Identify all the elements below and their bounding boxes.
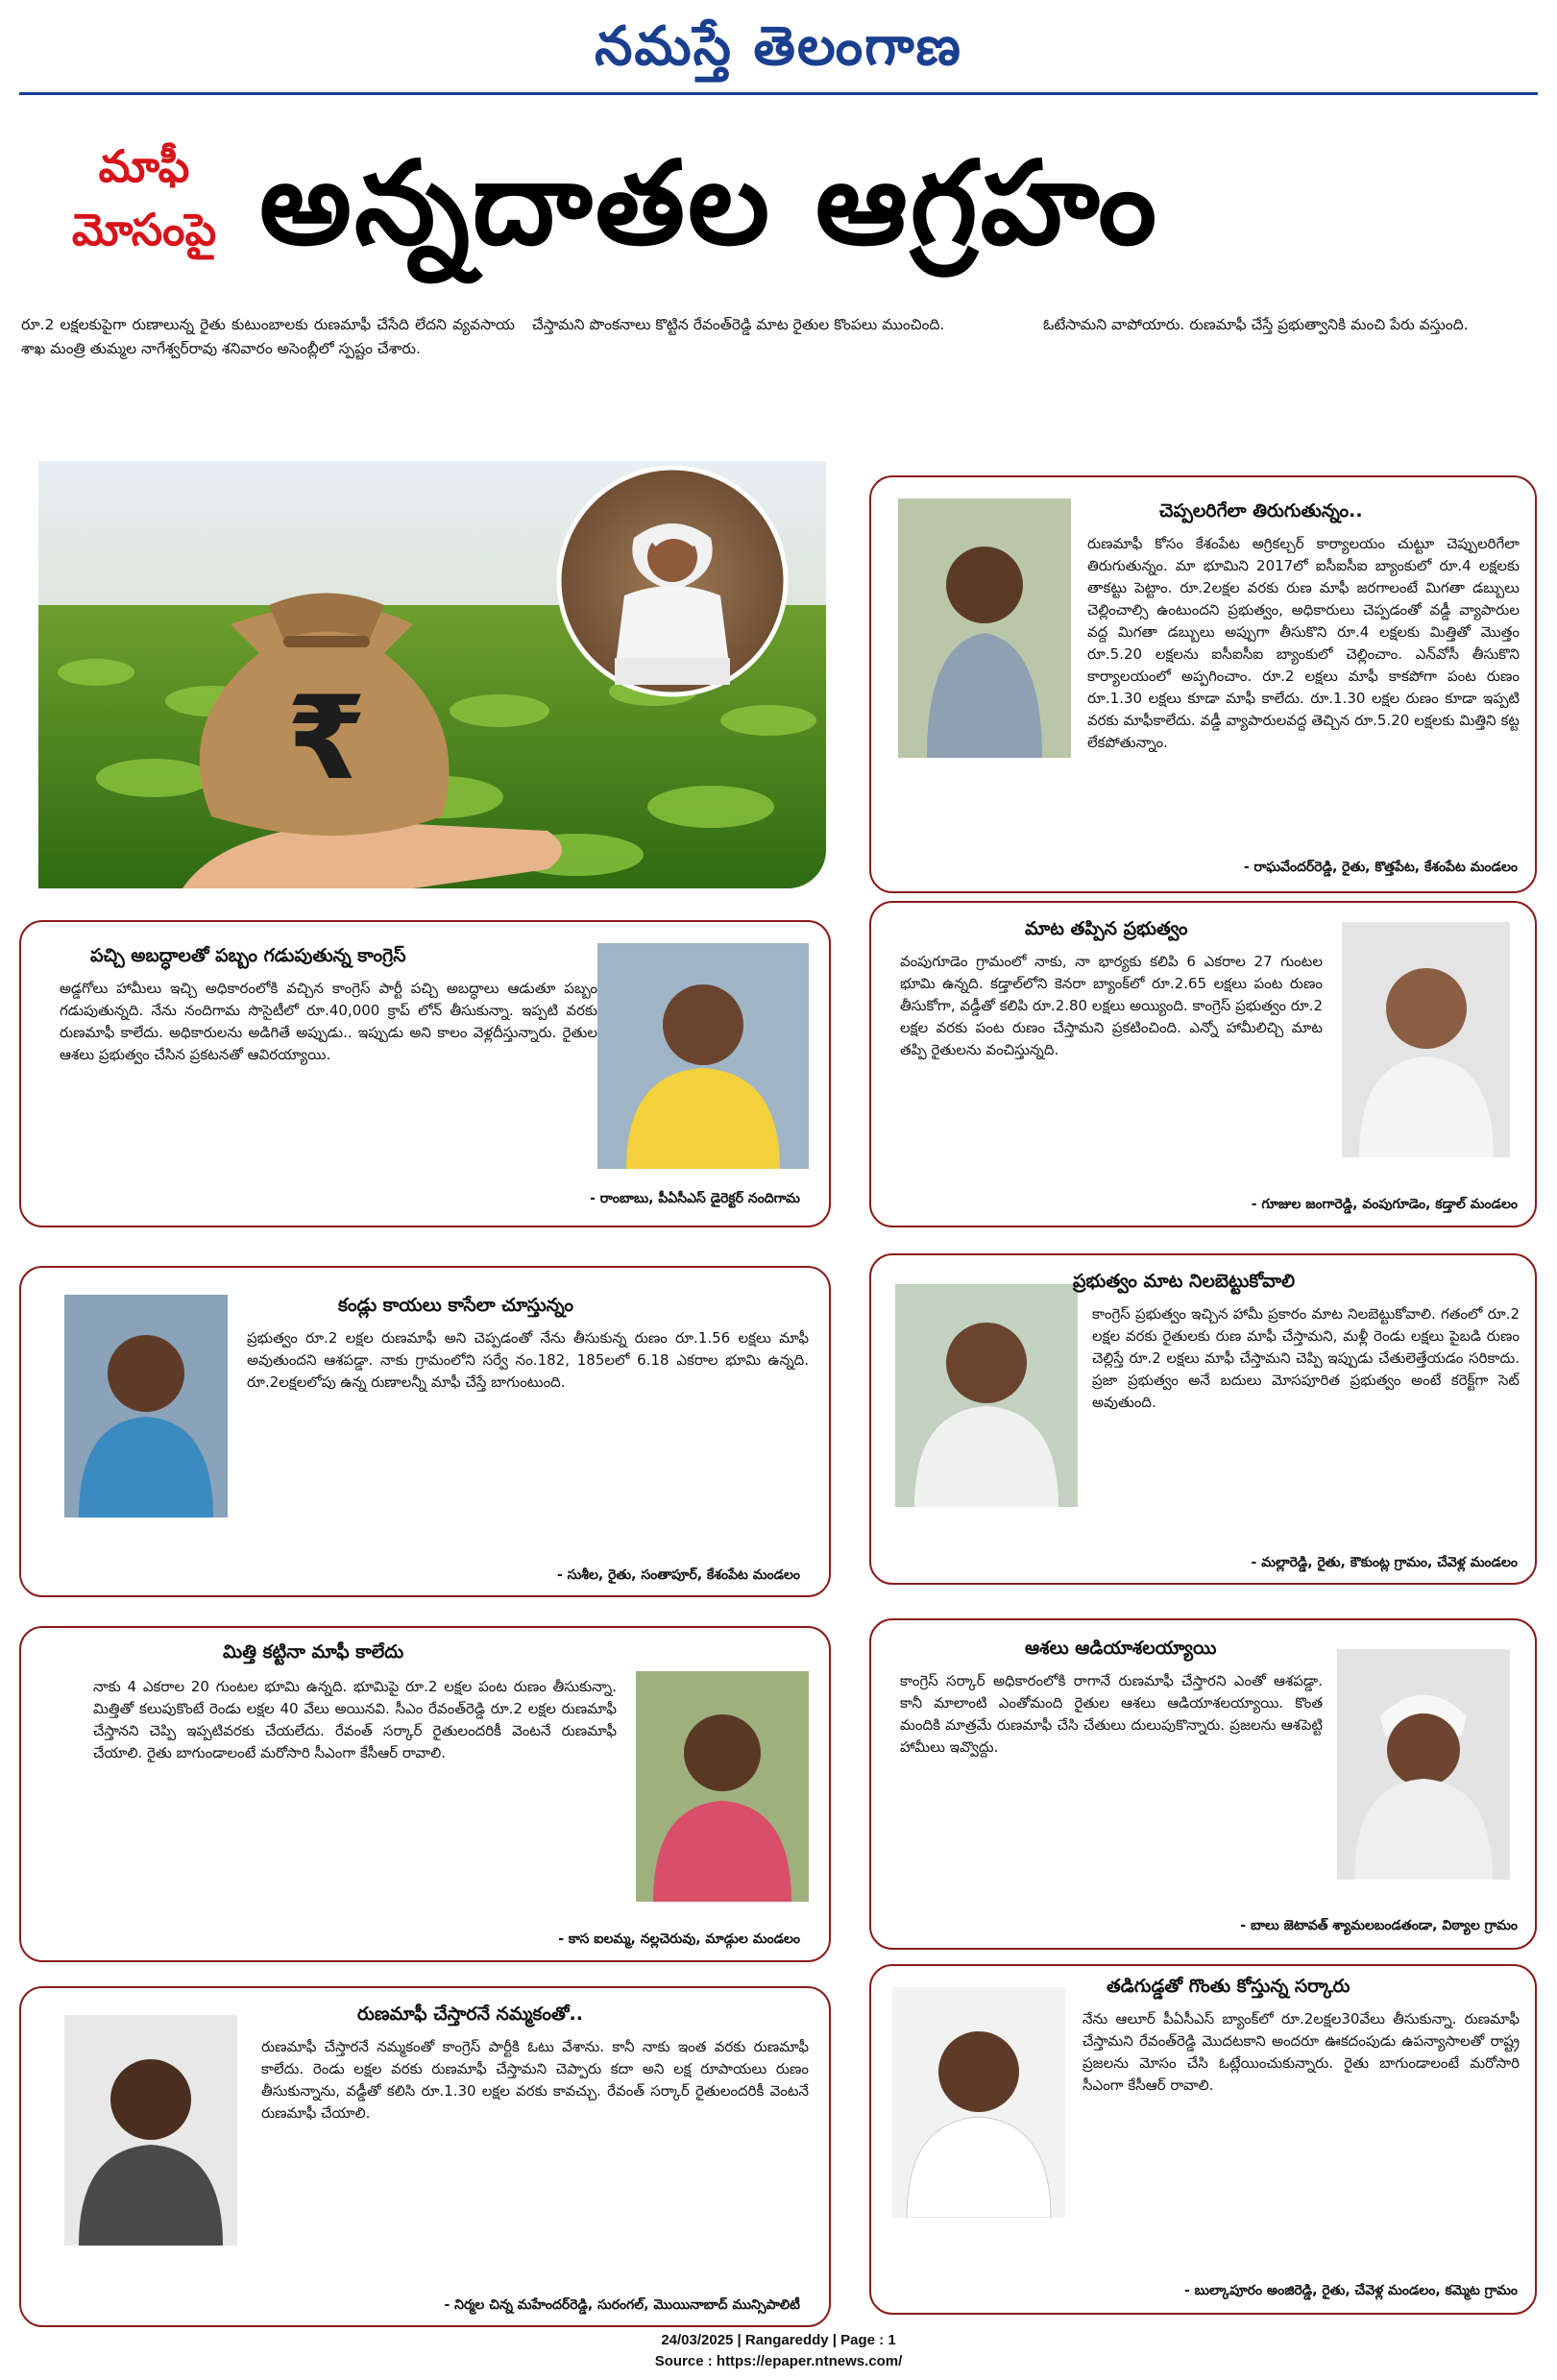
story-box-8: [19, 1986, 831, 2327]
man-portrait-icon: [892, 1987, 1065, 2218]
story-4-byline: - సుశీల, రైతు, సంతాపూర్, కేశంపేట మండలం: [556, 1567, 800, 1583]
footer-source-line: Source : https://epaper.ntnews.com/: [654, 2353, 903, 2369]
story-3-body: వంపుగూడెం గ్రామంలో నాకు, నా భార్యకు కలిపి 6 ఎకరాల 27 గుంటల భూమి ఉన్నది. కడ్తాల్‌లోని కెనరా బ్యాంక్‌లో రూ.2.65 లక్షలు పంట రుణం తీసుకోగా, వడ్డీతో కలిపి రూ.2.80 లక్షలు అయ్యింది. కాంగ్రెస్ ప్రభుత్వం రూ.2 లక్షల వరకు పంట రుణం చేస్తామని ప్రకటించింది. ఎన్నో హామీలిచ్చి మాట తప్పి రైతులను వంచిస్తున్నది.: [900, 953, 1323, 1058]
story-6-body: నాకు 4 ఎకరాల 20 గుంటల భూమి ఉన్నది. భూమిపై రూ.2 లక్షల పంట రుణం తీసుకున్నా. మిత్తితో కలుపుకొంటే రెండు లక్షల 40 వేలు అయినవి. సీఎం రేవంత్‌రెడ్డి రూ.2 లక్షల రుణమాఫీ చేస్తానని చెప్పి ఇప్పటివరకు చేయలేదు. రేవంత్ సర్కార్ రైతులందరికీ వెంటనే రుణమాఫీ చేయాలి. రైతు బాగుండాలంటే మరోసారి సీఎంగా కేసీఆర్ రావాలి.: [93, 1678, 617, 1761]
story-6-title: మిత్తి కట్టినా మాఫీ కాలేదు: [223, 1641, 404, 1663]
story-1-portrait: [898, 498, 1071, 758]
story-5-portrait: [895, 1284, 1078, 1507]
story-box-6: [19, 1626, 831, 1962]
story-5-body: కాంగ్రెస్ ప్రభుత్వం ఇచ్చిన హామీ ప్రకారం మాట నిలబెట్టుకోవాలి. గతంలో రూ.2 లక్షల వరకు రైతులకు రుణ మాఫీ చేస్తామని, మళ్లీ రెండు లక్షలు పైబడి రుణం చెల్లిస్తే రూ.2 లక్షలు మాఫీ చేస్తామని చెప్పి ఇప్పుడు చేతులెత్తేయడం సరికాదు. ప్రజా ప్రభుత్వం అనే బదులు మోసపూరిత ప్రభుత్వం అంటే కరెక్ట్‌గా సెట్ అవుతుంది.: [1092, 1305, 1520, 1411]
story-7-body: కాంగ్రెస్ సర్కార్ అధికారంలోకి రాగానే రుణమాఫీ చేస్తారని ఎంతో ఆశపడ్డా. కానీ మాలాంటి ఎంతోమంది రైతుల ఆశలు ఆడియాశలయ్యాయి. కొంత మందికి మాత్రమే రుణమాఫీ చేసి చేతులు దులుపుకొన్నారు. ప్రజలను ఆశపెట్టి హామీలు ఇవ్వొద్దు.: [900, 1672, 1323, 1756]
story-8-byline: - నిర్మల చిన్న మహేందర్‌రెడ్డి, సురంగల్, మొయినాబాద్ మున్సిపాలిటీ: [444, 2297, 800, 2313]
story-9-title: తడిగుడ్డతో గొంతు కోస్తున్న సర్కారు: [1107, 1976, 1350, 1997]
masthead: నమస్తే తెలంగాణ: [595, 14, 962, 78]
story-3-title: మాట తప్పిన ప్రభుత్వం: [1025, 918, 1188, 939]
story-box-4: [19, 1266, 831, 1597]
story-1-title: చెప్పలరిగేలా తిరుగుతున్నం..: [1159, 500, 1363, 522]
story-8-portrait: [64, 2015, 237, 2246]
man-portrait-icon: [898, 498, 1071, 758]
man-portrait-icon: [1337, 1649, 1510, 1880]
story-2-body: అడ్డగోలు హామీలు ఇచ్చి అధికారంలోకి వచ్చిన కాంగ్రెస్ పార్టీ పచ్చి అబద్ధాలు ఆడుతూ పబ్బం గడుపుతున్నది. నేను నందిగామ సొసైటీలో రూ.40,000 క్రాప్ లోన్ తీసుకున్నా. ఇప్పటి వరకు రుణమాఫీ కాలేదు. అధికారులను అడిగితే అప్పుడు.. ఇప్పుడు అని కాలం వెళ్లదీస్తున్నారు. రైతుల ఆశలు ప్రభుత్వం చేసిన ప్రకటనతో ఆవిరయ్యాయి.: [60, 980, 597, 1063]
story-9-byline: - బుల్కాపూరం అంజిరెడ్డి, రైతు, చేవెళ్ల మండలం, కమ్మెట గ్రామం: [1183, 2283, 1518, 2298]
headline-kicker: [29, 134, 259, 261]
lead-column-2: చేస్తామని పొంకనాలు కొట్టిన రేవంత్‌రెడ్డి మాట రైతుల కొంపలు ముంచింది.: [532, 316, 945, 333]
story-7-title: ఆశలు ఆడియాశలయ్యాయి: [1025, 1638, 1217, 1659]
story-box-9: [869, 1964, 1537, 2315]
story-2-portrait: [597, 943, 809, 1169]
story-box-3: [869, 901, 1537, 1227]
story-4-title: కండ్లు కాయలు కాసేలా చూస్తున్నం: [338, 1295, 574, 1316]
man-portrait-icon: [895, 1284, 1078, 1507]
story-box-5: [869, 1253, 1537, 1585]
story-7-portrait: [1337, 1649, 1510, 1880]
lead-article: [21, 313, 1537, 448]
kicker-line-2: మోసంపై: [71, 204, 217, 255]
story-box-1: [869, 475, 1537, 893]
woman-portrait-icon: [64, 1295, 228, 1518]
main-headline: అన్నదాతల ఆగ్రహం: [259, 137, 1160, 271]
story-1-body: రుణమాఫీ కోసం కేశంపేట అగ్రికల్చర్ కార్యాలయం చుట్టూ చెప్పులరిగేలా తిరుగుతున్నం. మా భూమిని 2017లో ఐసీఐసీఐ బ్యాంకులో రూ.4 లక్షలకు తాకట్టు పెట్టాం. రూ.2లక్షల వరకు రుణ మాఫీ జరగాలంటే మిగతా డబ్బులు చెల్లించాల్సి ఉంటుందని ప్రభుత్వం, అధికారులు చెప్పడంతో వడ్డీ వ్యాపారుల వద్ద మిగతా డబ్బులు అప్పుగా తీసుకొని రూ.4 లక్షలకు మిత్తితో మొత్తం రూ.5.20 లక్షలను ఐసీఐసీఐ బ్యాంకులో చెల్లించాం. ఎన్‌వోసీ తీసుకొని కార్యాలయంలో అప్పగించాం. రూ.2 లక్షలు మాఫీ కాకపోగా పంట రుణం రూ.1.30 లక్షలు కూడా మాఫీ కాలేదు. రూ.1.30 లక్షల రుణం కూడా ఇప్పటి వరకు మాఫీకాలేదు. వడ్డీ వ్యాపారులవద్ద తెచ్చిన రూ.5.20 లక్షలకు మిత్తిని కట్ట లేకపోతున్నాం.: [1087, 535, 1520, 751]
story-8-body: రుణమాఫీ చేస్తారనే నమ్మకంతో కాంగ్రెస్ పార్టీకి ఓటు వేశాను. కానీ నాకు ఇంత వరకు రుణమాఫీ కాలేదు. రెండు లక్షల వరకు రుణమాఫీ చేస్తామని చెప్పారు కదా అని లక్ష రూపాయలు రుణం తీసుకున్నాను, వడ్డీతో కలిసి రూ.1.30 లక్షల వరకు కావచ్చు. రేవంత్ సర్కార్ రైతులందరికీ వెంటనే రుణమాఫీ చేయాలి.: [261, 2038, 809, 2122]
story-3-byline: - గూజుల జంగారెడ్డి, వంపుగూడెం, కడ్తాల్ మండలం: [1251, 1197, 1518, 1212]
story-5-byline: - మల్లారెడ్డి, రైతు, కౌకుంట్ల గ్రామం, చేవెళ్ల మండలం: [1251, 1555, 1518, 1570]
lead-photo: [38, 461, 826, 888]
story-6-byline: - కాస ఐలమ్మ, నల్లచెరువు, మాడ్గుల మండలం: [558, 1931, 800, 1947]
story-4-portrait: [64, 1295, 228, 1518]
story-box-2: [19, 920, 831, 1227]
story-2-title: పచ్చి అబద్ధాలతో పబ్బం గడుపుతున్న కాంగ్రెస్: [90, 945, 406, 966]
story-2-byline: - రాంబాబు, పీఏసీఎస్ డైరెక్టర్ నందిగామ: [590, 1191, 800, 1206]
story-8-title: రుణమాఫీ చేస్తారనే నమ్మకంతో..: [357, 2004, 583, 2025]
man-portrait-icon: [64, 2015, 237, 2246]
story-7-byline: - బాలు జెటావత్ శ్యామలబండతండా, విఠ్యాల గ్రామం: [1240, 1918, 1518, 1933]
money-bag-farmer-illustration: [38, 461, 826, 888]
lead-column-3: ఓటేసామని వాపోయారు. రుణమాఫీ చేస్తే ప్రభుత్వానికి మంచి పేరు వస్తుంది.: [1043, 316, 1469, 333]
woman-portrait-icon: [636, 1671, 809, 1902]
story-9-body: నేను ఆలూర్ పీఏసీఎస్ బ్యాంక్‌లో రూ.2లక్షల30వేలు తీసుకున్నా. రుణమాఫీ చేస్తామని రేవంత్‌రెడ్డి మొదటకాని అందరూ ఊకదంపుడు ఉపన్యాసాలతో రాష్ట్ర ప్రజలను మోసం చేసి ఓట్లేయించుకున్నారు. రైతు బాగుండాలంటే మరోసారి సీఎంగా కేసీఆర్ రావాలి.: [1083, 2010, 1520, 2094]
kicker-line-1: మాఫీ: [98, 140, 190, 192]
lead-column-1: రూ.2 లక్షలకుపైగా రుణాలున్న రైతు కుటుంబాలకు రుణమాఫీ చేసేది లేదని వ్యవసాయ శాఖ మంత్రి తుమ్మల నాగేశ్వర్‌రావు శనివారం అసెంబ్లీలో స్పష్టం చేశారు.: [21, 316, 515, 357]
story-3-portrait: [1342, 922, 1510, 1157]
story-5-title: ప్రభుత్వం మాట నిలబెట్టుకోవాలి: [1073, 1271, 1296, 1292]
story-9-portrait: [892, 1987, 1065, 2218]
story-1-byline: - రాఘవేందర్‌రెడ్డి, రైతు, కొత్తపేట, కేశంపేట మండలం: [1243, 860, 1518, 875]
man-portrait-icon: [1342, 922, 1510, 1157]
story-box-7: [869, 1618, 1537, 1950]
footer-edition-line: 24/03/2025 | Rangareddy | Page : 1: [661, 2332, 896, 2348]
story-4-body: ప్రభుత్వం రూ.2 లక్షల రుణమాఫీ అని చెప్పడంతో నేను తీసుకున్న రుణం రూ.1.56 లక్షలు మాఫీ అవుతుందని ఆశపడ్డా. నాకు గ్రామంలోని సర్వే నం.182, 185లలో 6.18 ఎకరాల భూమి ఉన్నది. రూ.2లక్షలలోపు ఉన్న రుణాలన్నీ మాఫీ చేస్తే బాగుంటుంది.: [247, 1329, 809, 1391]
masthead-rule: [19, 92, 1538, 95]
rupee-symbol-icon: ₹: [286, 672, 367, 806]
man-portrait-icon: [597, 943, 809, 1169]
story-6-portrait: [636, 1671, 809, 1902]
